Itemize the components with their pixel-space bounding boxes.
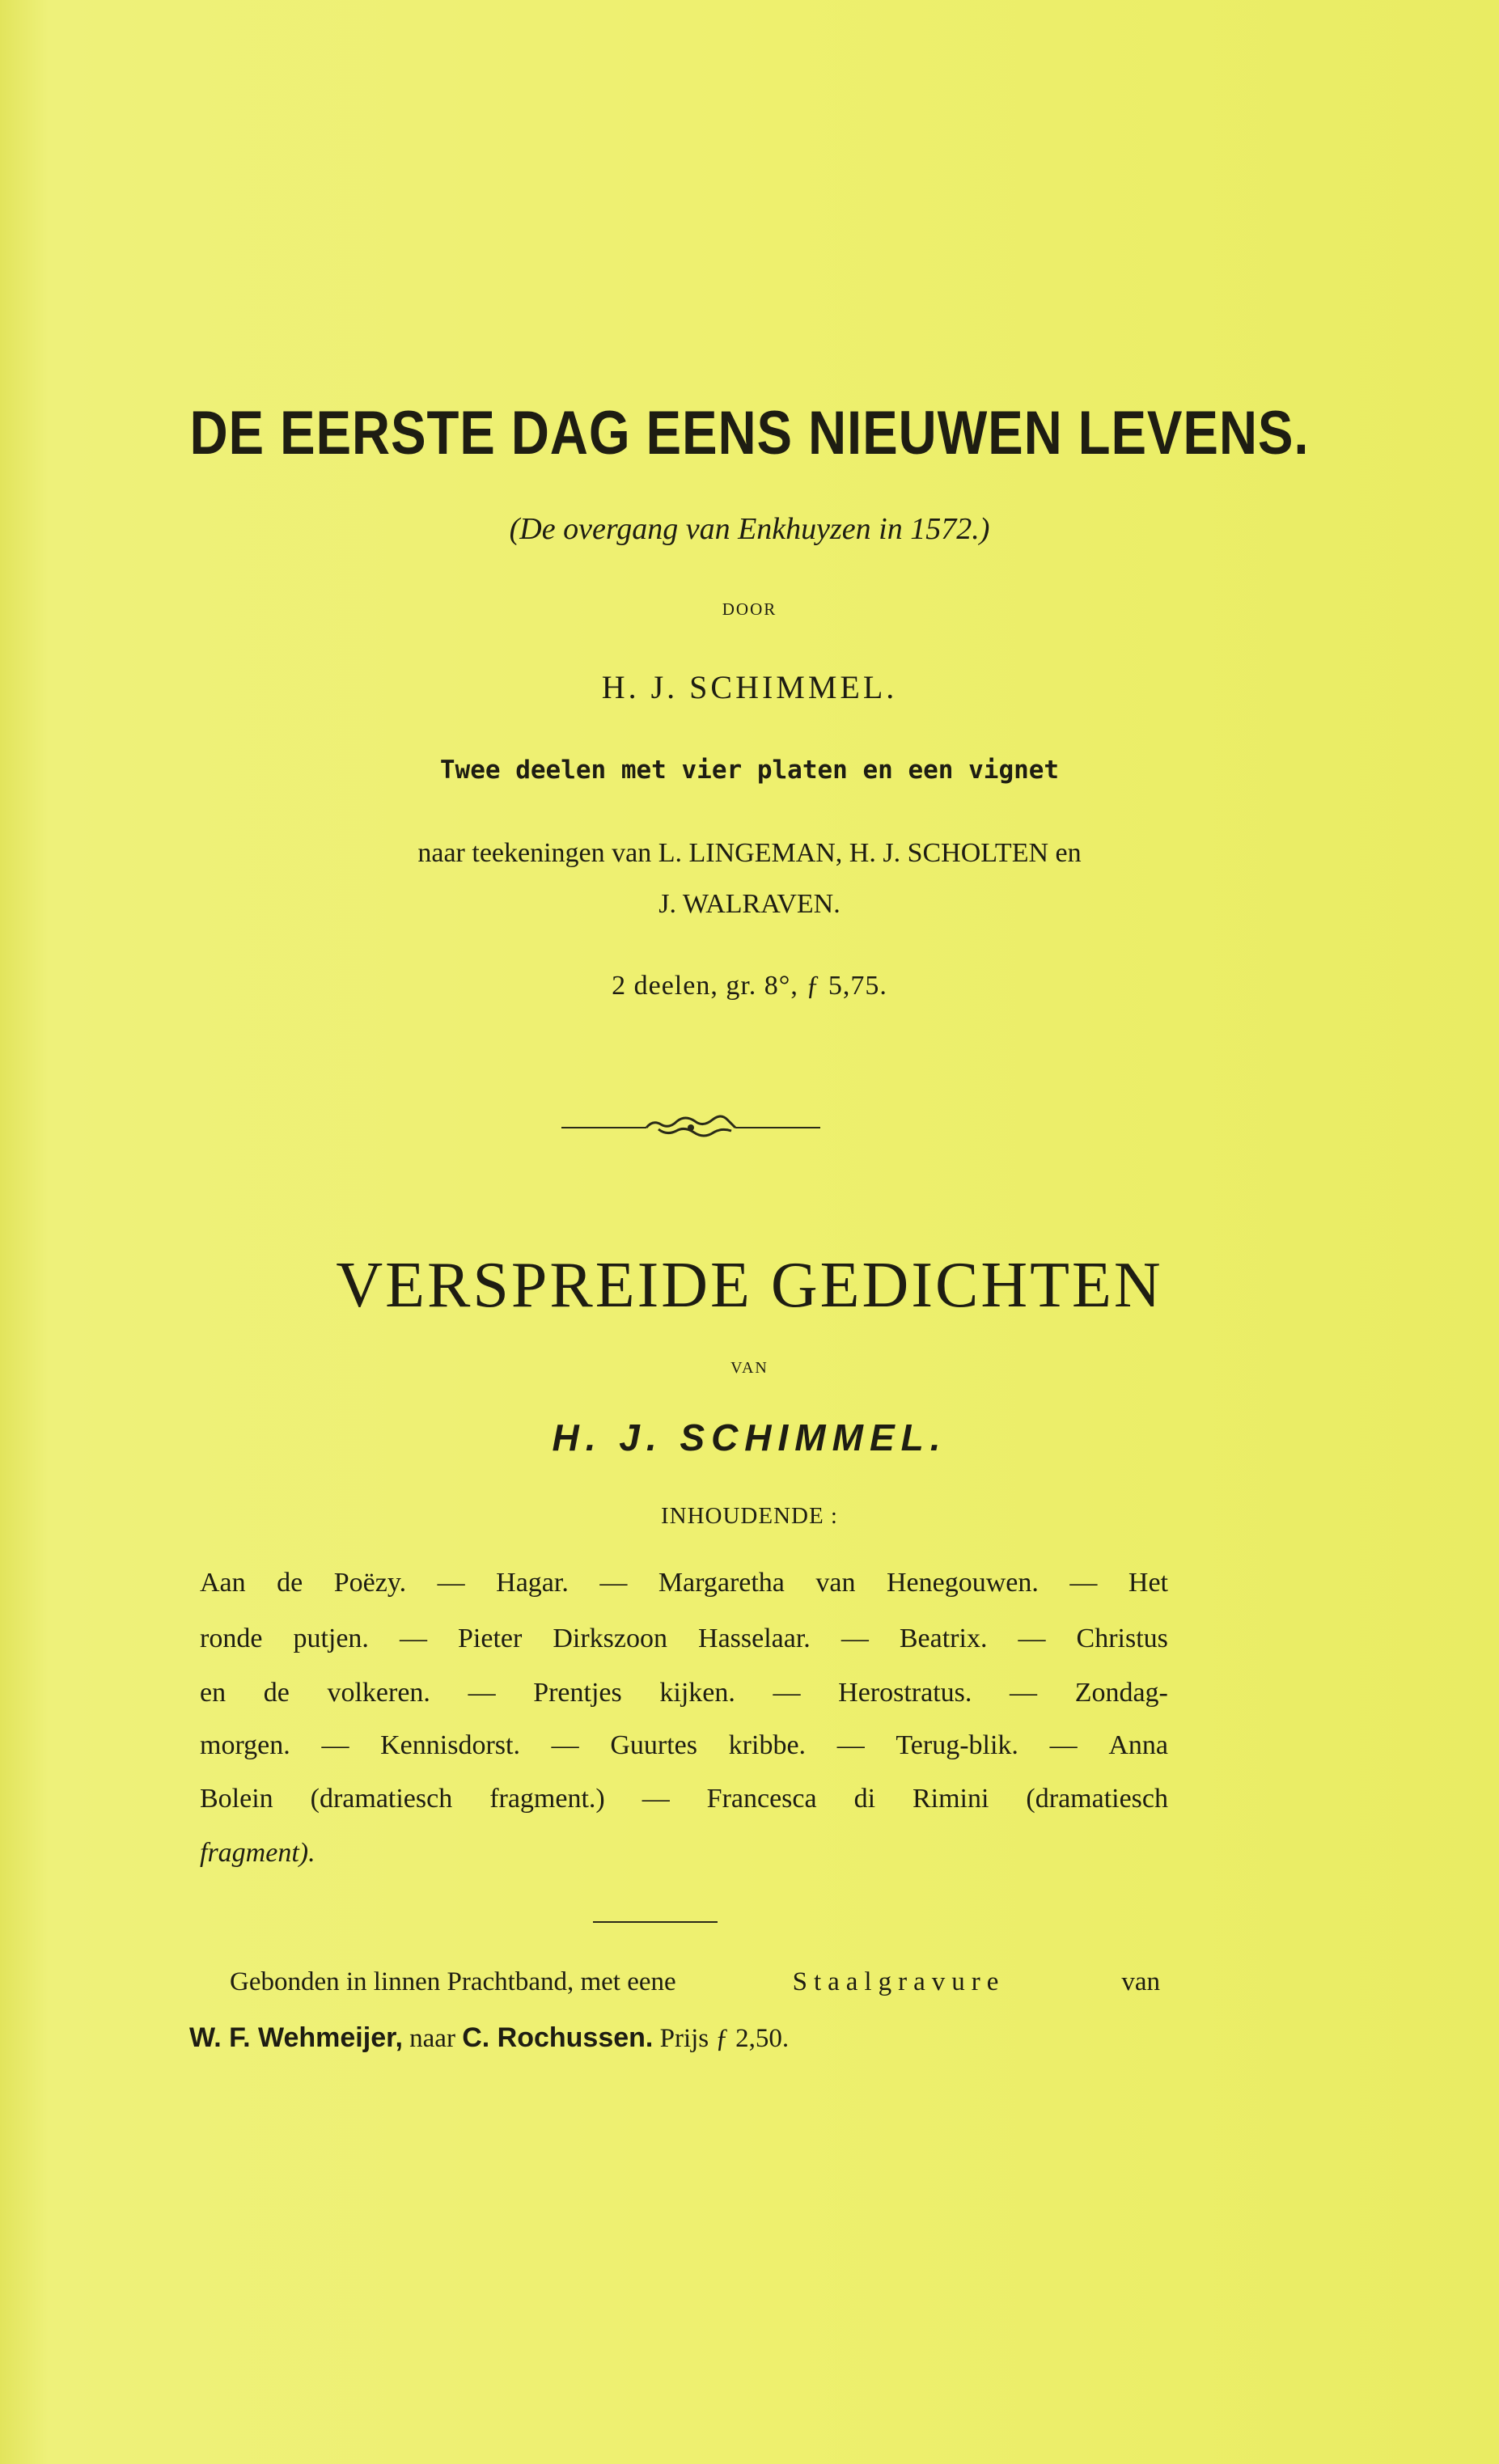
contents-word: Terug-blik. xyxy=(896,1730,1018,1760)
contents-word: kribbe. xyxy=(728,1730,807,1760)
contents-line xyxy=(200,1730,1168,1761)
contents-word: — xyxy=(1049,1730,1078,1760)
contents-word: van xyxy=(815,1568,856,1598)
contents-word: Kennisdorst. xyxy=(380,1730,520,1760)
contents-word: — xyxy=(1010,1678,1038,1708)
contents-word: — xyxy=(437,1568,465,1598)
contents-word: — xyxy=(841,1624,869,1653)
contents-word: Herostratus. xyxy=(838,1678,972,1708)
contents-line-last: fragment). xyxy=(200,1838,315,1868)
contents-word: Het xyxy=(1128,1568,1168,1598)
by-label: DOOR xyxy=(722,599,777,619)
contents-word: Anna xyxy=(1108,1730,1168,1760)
contents-word: volkeren. xyxy=(327,1678,430,1708)
binding-price: ƒ 2,50. xyxy=(715,2024,790,2053)
contents-word: — xyxy=(836,1730,865,1760)
price-line: 2 deelen, gr. 8°, ƒ 5,75. xyxy=(612,971,887,1001)
contents-word: (dramatiesch xyxy=(310,1784,453,1814)
contents-line xyxy=(200,1568,1168,1598)
engraver-name: W. F. Wehmeijer, xyxy=(189,2022,403,2053)
contents-word: ronde xyxy=(200,1624,263,1653)
book-title: DE EERSTE DAG EENS NIEUWEN LEVENS. xyxy=(189,399,1310,468)
contents-heading: INHOUDENDE : xyxy=(661,1503,838,1529)
contents-word: — xyxy=(1018,1624,1046,1653)
contents-word: Henegouwen. xyxy=(887,1568,1039,1598)
contents-line xyxy=(200,1624,1168,1654)
contents-word: de xyxy=(263,1678,290,1708)
contents-line xyxy=(200,1678,1168,1708)
contents-word: — xyxy=(468,1678,496,1708)
contents-word: Zondag- xyxy=(1074,1678,1168,1708)
contents-word: Christus xyxy=(1076,1624,1168,1653)
contents-word: Hagar. xyxy=(496,1568,569,1598)
fleuron-ornament-icon xyxy=(561,1111,820,1144)
naar-word: naar xyxy=(409,2024,455,2053)
contents-word: di xyxy=(853,1784,876,1814)
of-label: VAN xyxy=(730,1359,769,1377)
illustrators-line-2: J. WALRAVEN. xyxy=(658,889,841,919)
contents-word: Guurtes xyxy=(610,1730,697,1760)
contents-word: — xyxy=(773,1678,801,1708)
contents-word: Beatrix. xyxy=(899,1624,988,1653)
author-name: H. J. SCHIMMEL. xyxy=(601,669,898,705)
contents-word: Pieter xyxy=(458,1624,523,1653)
contents-word: en xyxy=(200,1678,227,1708)
contents-word: — xyxy=(321,1730,349,1760)
contents-word: Prentjes xyxy=(533,1678,622,1708)
section-divider xyxy=(593,1921,718,1923)
artist-name: C. Rochussen. xyxy=(462,2022,654,2053)
contents-line xyxy=(200,1784,1168,1814)
contents-word: Francesca xyxy=(706,1784,817,1814)
contents-word: Margaretha xyxy=(658,1568,785,1598)
contents-word: Hasselaar. xyxy=(698,1624,811,1653)
illustrators-line: naar teekeningen van L. LINGEMAN, H. J. SCHOLTEN en xyxy=(417,838,1082,868)
contents-word: — xyxy=(399,1624,427,1653)
contents-word: putjen. xyxy=(293,1624,369,1653)
volumes-description: Twee deelen met vier platen en een vignet xyxy=(439,756,1060,785)
credits-line xyxy=(189,2022,789,2054)
contents-word: morgen. xyxy=(200,1730,290,1760)
van-word: van xyxy=(1121,1967,1160,1996)
contents-word: Rimini xyxy=(912,1784,989,1814)
contents-word: kijken. xyxy=(659,1678,735,1708)
collection-author: H. J. SCHIMMEL. xyxy=(552,1416,947,1459)
contents-word: — xyxy=(551,1730,579,1760)
contents-word: (dramatiesch xyxy=(1026,1784,1168,1814)
contents-word: fragment.) xyxy=(489,1784,605,1814)
book-subtitle: (De overgang van Enkhuyzen in 1572.) xyxy=(509,512,990,546)
contents-word: Bolein xyxy=(200,1784,273,1814)
contents-word: Aan xyxy=(200,1568,246,1598)
contents-word: — xyxy=(642,1784,670,1814)
contents-word: Dirkszoon xyxy=(553,1624,667,1653)
contents-word: de xyxy=(277,1568,303,1598)
contents-word: Poëzy. xyxy=(333,1568,407,1598)
contents-word: — xyxy=(1069,1568,1098,1598)
collection-title: VERSPREIDE GEDICHTEN xyxy=(336,1250,1163,1321)
contents-word: — xyxy=(599,1568,628,1598)
engraving-word: Staalgravure xyxy=(792,1967,1006,1996)
prijs-label: Prijs xyxy=(659,2024,709,2053)
binding-line xyxy=(230,1967,1160,1997)
binding-text: Gebonden in linnen Prachtband, met eene xyxy=(230,1967,676,1996)
